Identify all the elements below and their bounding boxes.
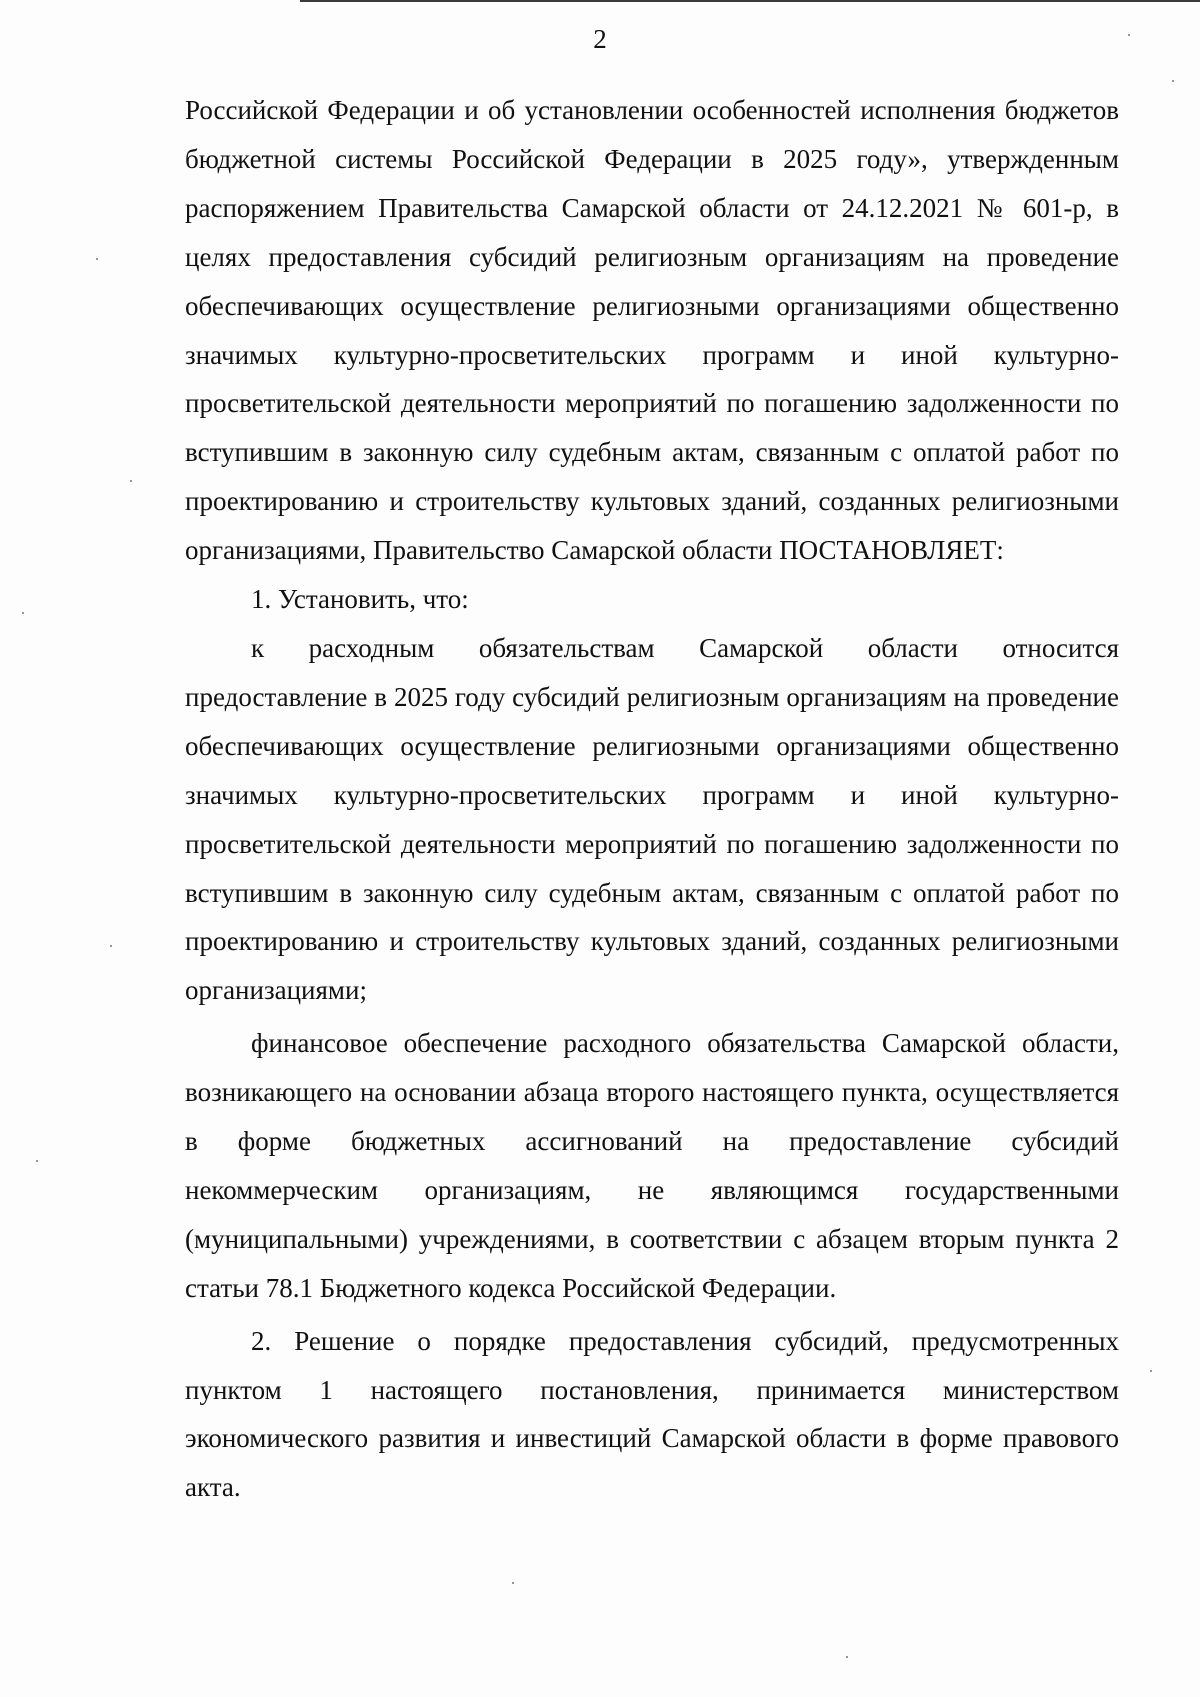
scan-speck [846,1656,848,1658]
scan-speck [36,1160,38,1162]
page-number: 2 [593,24,607,54]
scan-speck [130,480,132,482]
scan-speck [110,945,112,947]
paragraph-preamble: Российской Федерации и об установлении особенностей исполнения бюджетов бюджетной системы Российской Федерации в 2025 году», утвержденным распоряжением Правительства Самарской области от 24.12.2021 № 601-р, в целях предоставления субсидий религиозным организациям на проведение обеспечивающих осуществление религиозными организациями общественно значимых культурно-просветительских программ и иной культурно-просветительской деятельности мероприятий по погашению задолженности по вступившим в законную силу судебным актам, связанным с оплатой работ по проектированию и строительству культовых зданий, созданных религиозными организациями, Правительство Самарской области ПОСТАНОВЛЯЕТ: [185,95,1119,566]
scan-speck [96,258,98,260]
scan-speck [512,1582,514,1584]
paragraph-item-1: 1. Установить, что: [251,584,469,615]
scan-speck [1172,80,1174,82]
paragraph-financing: финансовое обеспечение расходного обязательства Самарской области, возникающего на основании абзаца второго настоящего пункта, осуществляется в форме бюджетных ассигнований на предоставление субсидий некоммерческим организациям, не являющимся государственными (муниципальными) учреждениями, в соответствии с абзацем вторым пункта 2 статьи 78.1 Бюджетного кодекса Российской Федерации. [185,1028,1119,1303]
scan-speck [1128,34,1130,36]
paragraph-item-2: 2. Решение о порядке предоставления субсидий, предусмотренных пунктом 1 настоящего постановления, принимается министерством экономического развития и инвестиций Самарской области в форме правового акта. [185,1325,1119,1503]
paragraph-expense-obligation: к расходным обязательствам Самарской области относится предоставление в 2025 году субсидий религиозным организациям на проведение обеспечивающих осуществление религиозными организациями общественно значимых культурно-просветительских программ и иной культурно-просветительской деятельности мероприятий по погашению задолженности по вступившим в законную силу судебным актам, связанным с оплатой работ по проектированию и строительству культовых зданий, созданных религиозными организациями; [185,632,1119,1006]
document-body [185,86,1119,1512]
scan-top-edge [300,0,1200,2]
scan-speck [1150,1370,1152,1372]
scan-speck [22,612,24,614]
